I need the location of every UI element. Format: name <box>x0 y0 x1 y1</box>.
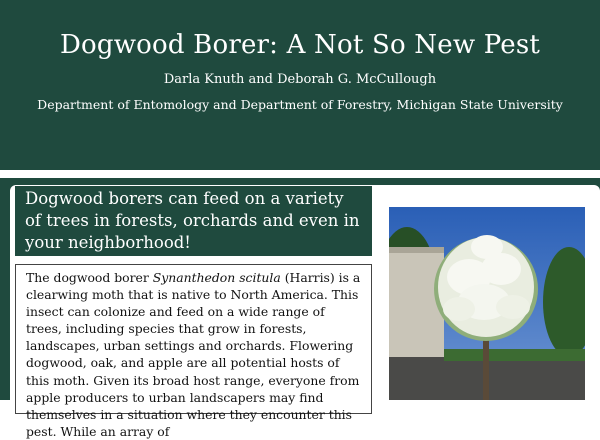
species-name: Synanthedon scitula <box>152 270 281 285</box>
page-title: Dogwood Borer: A Not So New Pest <box>59 30 541 60</box>
body-text-intro: The dogwood borer <box>26 270 153 285</box>
dogwood-tree-image <box>389 207 585 400</box>
body-text-rest: (Harris) is a clearwing moth that is native to North America. This insect can colonize and feed on a wide range of trees, including species that grow in forests, landscapes, urban settings and orchards. Flowering dogwood, oak, and apple are all potential hosts of this moth. Given its broad host range, everyone from apple producers to urban landscapers may find themselves in a situation where they encounter this pest. While an array of <box>26 270 361 439</box>
dogwood-tree-photo <box>389 207 585 400</box>
header-divider <box>0 170 600 178</box>
poster-header <box>0 0 600 170</box>
affiliation-line: Department of Entomology and Department of Forestry, Michigan State University <box>37 97 563 112</box>
building-roofline <box>389 247 444 253</box>
section-headline: Dogwood borers can feed on a variety of trees in forests, orchards and even in your neighborhood! <box>15 186 372 256</box>
lawn <box>444 349 585 361</box>
body-text-box <box>15 264 372 439</box>
authors-line: Darla Knuth and Deborah G. McCullough <box>163 72 437 87</box>
